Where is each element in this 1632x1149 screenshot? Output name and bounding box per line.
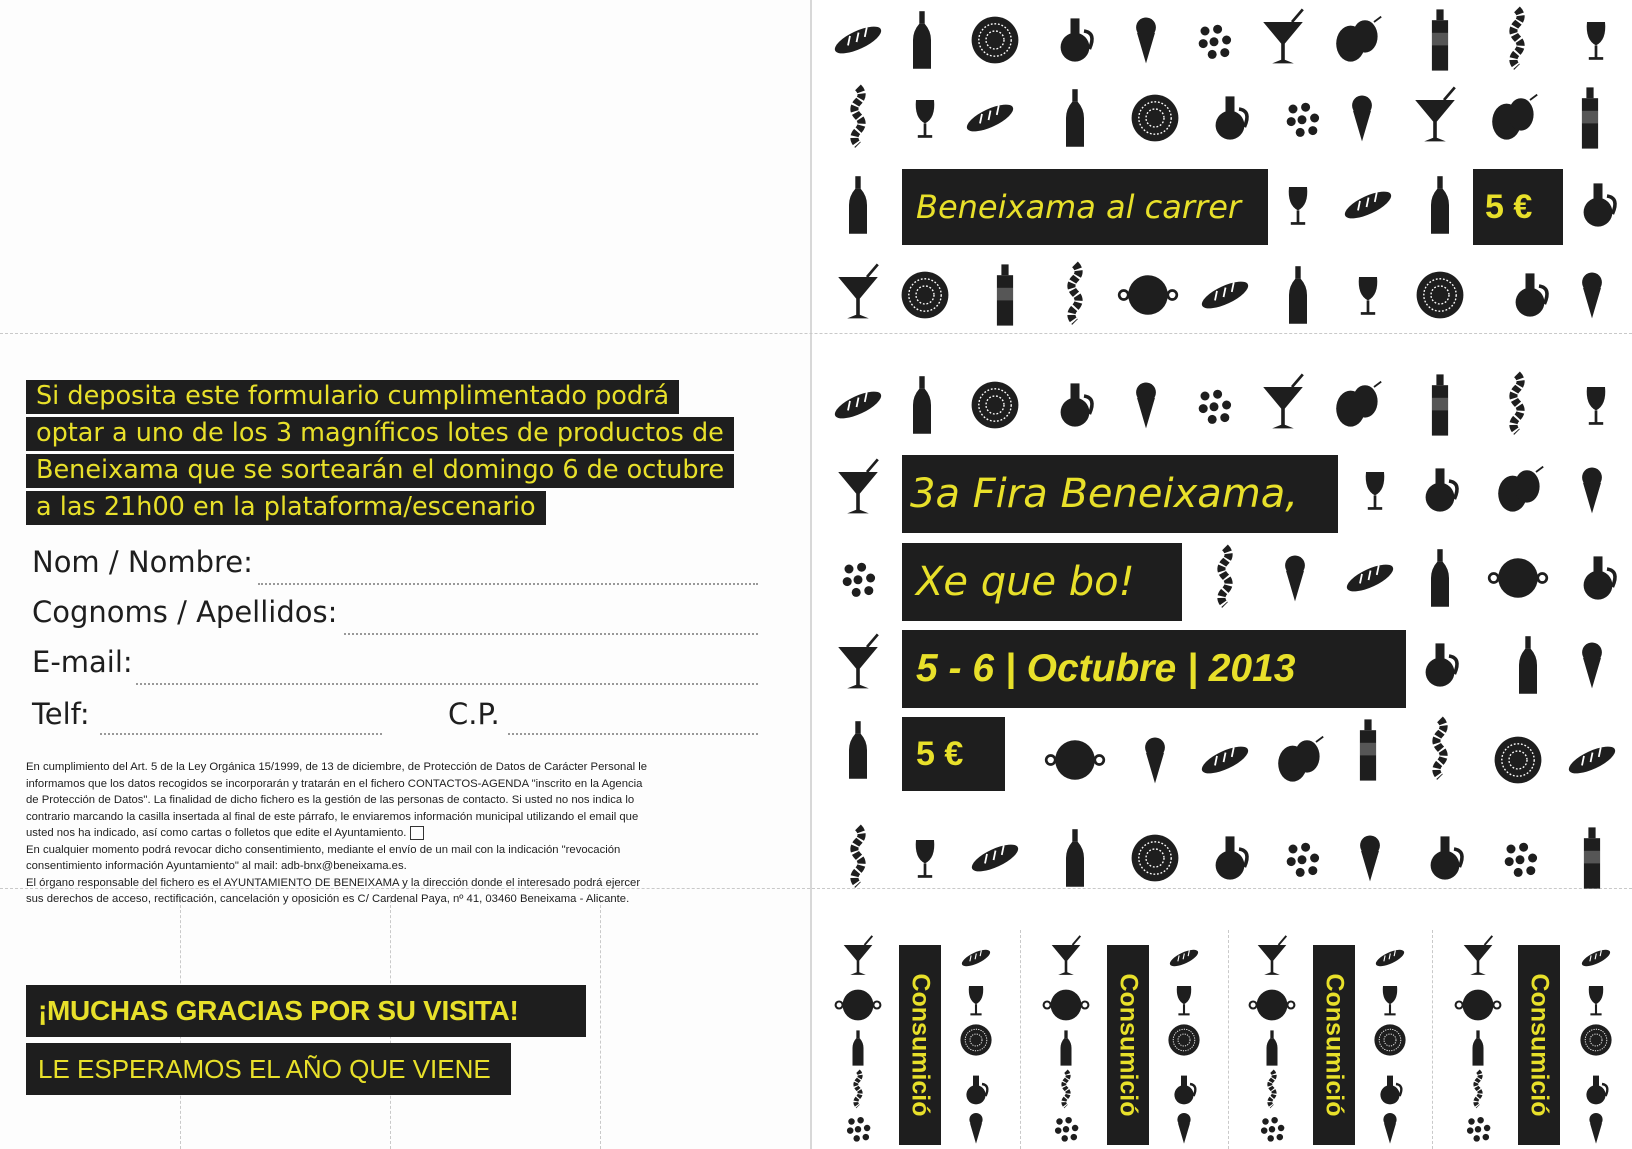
ticket-price-box bbox=[1473, 169, 1563, 245]
event-dates-box bbox=[902, 630, 1406, 708]
legal-line: sus derechos de acceso, rectificación, cancelación y oposición es C/ Cardenal Paya, nº 41, 03460 Beneixama - Alicante. bbox=[26, 893, 630, 905]
surname-label: Cognoms / Apellidos: bbox=[32, 595, 338, 629]
consumption-label: Consumició bbox=[1320, 973, 1349, 1117]
perforation-line bbox=[812, 888, 1632, 889]
promo-line: a las 21h00 en la plataforma/escenario bbox=[26, 491, 546, 525]
email-label: E-mail: bbox=[32, 645, 133, 679]
fold-line bbox=[810, 0, 812, 1149]
ticket-title-box bbox=[902, 169, 1268, 245]
event-title: 3a Fira Beneixama, bbox=[910, 471, 1298, 517]
raffle-announcement bbox=[26, 378, 776, 526]
surname-field[interactable] bbox=[344, 633, 758, 635]
consumption-label: Consumició bbox=[1114, 973, 1143, 1117]
perforation-line bbox=[600, 895, 601, 1149]
legal-line: contrario marcando la casilla insertada al final de este párrafo, le enviaremos información municipal utilizando el email que bbox=[26, 810, 639, 823]
promo-line: optar a uno de los 3 magníficos lotes de productos de bbox=[26, 417, 734, 451]
phone-field[interactable] bbox=[100, 733, 382, 735]
legal-line: consentimiento información Ayuntamiento" al mail: adb-bnx@beneixama.es. bbox=[26, 860, 407, 872]
perforation-line bbox=[1228, 930, 1229, 1149]
legal-line: En cumplimiento del Art. 5 de la Ley Orgánica 15/1999, de 13 de diciembre, de Protección de Datos de Carácter Personal le bbox=[26, 761, 648, 773]
promo-line: Beneixama que se sortearán el domingo 6 de octubre bbox=[26, 454, 734, 488]
perforation-line bbox=[1020, 930, 1021, 1149]
event-dates: 5 - 6 | Octubre | 2013 bbox=[916, 647, 1296, 690]
perforation-line bbox=[0, 333, 1632, 334]
event-price-box bbox=[902, 717, 1005, 791]
thanks-banner: ¡MUCHAS GRACIAS POR SU VISITA! bbox=[26, 985, 586, 1037]
legal-line: En cualquier momento podrá revocar dicho consentimiento, mediante el envío de un mail con la indicación "revocación bbox=[26, 843, 621, 856]
postal-code-field[interactable] bbox=[508, 733, 758, 735]
legal-line: usted nos ha indicado, así como cartas o folletos que edite el Ayuntamiento. bbox=[26, 827, 407, 839]
name-field[interactable] bbox=[258, 583, 758, 585]
consumption-label: Consumició bbox=[1525, 973, 1554, 1117]
event-title-box bbox=[902, 455, 1338, 533]
event-price: 5 € bbox=[916, 735, 964, 773]
event-slogan: Xe que bo! bbox=[916, 559, 1135, 605]
event-slogan-box bbox=[902, 543, 1182, 621]
legal-line: El órgano responsable del fichero es el AYUNTAMIENTO DE BENEIXAMA y la dirección donde el interesado podrá ejercer bbox=[26, 876, 641, 889]
name-label: Nom / Nombre: bbox=[32, 545, 253, 579]
ticket-price: 5 € bbox=[1485, 188, 1533, 226]
consumption-voucher bbox=[899, 945, 941, 1145]
legal-line: informamos que los datos recogidos se incorporarán y tratarán en el fichero CONTACTOS-AGENDA "inscrito en la Agencia bbox=[26, 777, 643, 790]
perforation-line bbox=[1432, 930, 1433, 1149]
consumption-voucher bbox=[1313, 945, 1355, 1145]
email-field[interactable] bbox=[136, 683, 758, 685]
consent-checkbox[interactable] bbox=[410, 826, 424, 840]
consumption-label: Consumició bbox=[906, 973, 935, 1117]
postal-code-label: C.P. bbox=[448, 697, 500, 731]
see-you-banner: LE ESPERAMOS EL AÑO QUE VIENE bbox=[26, 1043, 511, 1095]
consumption-voucher bbox=[1107, 945, 1149, 1145]
phone-label: Telf: bbox=[32, 697, 90, 731]
promo-line: Si deposita este formulario cumplimentado podrá bbox=[26, 380, 679, 414]
consumption-voucher bbox=[1518, 945, 1560, 1145]
privacy-notice bbox=[26, 759, 786, 908]
legal-line: de Protección de Datos". La finalidad de dicho fichero es la gestión de las personas de contacto. Si usted no nos indica lo bbox=[26, 794, 635, 806]
ticket-title: Beneixama al carrer bbox=[916, 188, 1242, 226]
